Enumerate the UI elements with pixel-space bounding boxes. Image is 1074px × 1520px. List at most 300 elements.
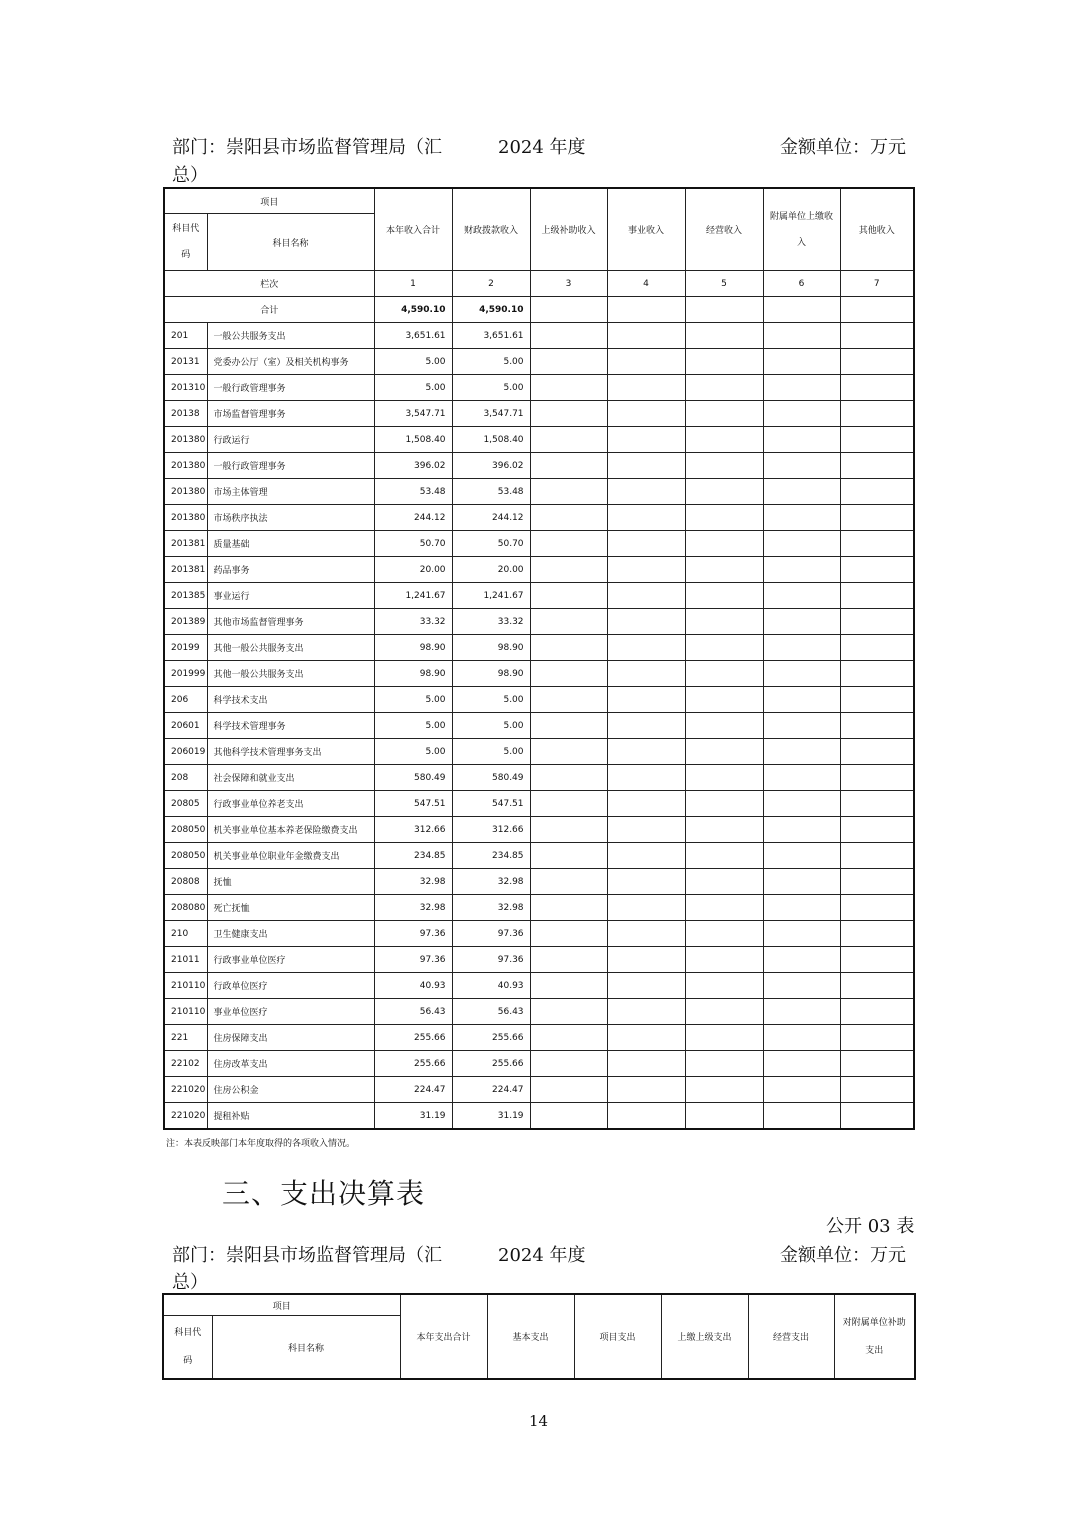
- table-row: [164, 557, 914, 583]
- empty-cell: [685, 843, 763, 869]
- row-fiscal-income: 56.43: [452, 999, 530, 1025]
- empty-cell: [763, 505, 840, 531]
- expense-header-name: 科目名称: [212, 1316, 400, 1380]
- table-row: [164, 1025, 914, 1051]
- empty-cell: [685, 375, 763, 401]
- empty-cell: [607, 505, 685, 531]
- empty-cell: [840, 375, 914, 401]
- row-fiscal-income: 580.49: [452, 765, 530, 791]
- row-code: 20131: [164, 349, 207, 375]
- table-row: [164, 635, 914, 661]
- row-total-income: 547.51: [374, 791, 452, 817]
- col-number: 1: [374, 271, 452, 297]
- empty-cell: [763, 1051, 840, 1077]
- row-total-income: 50.70: [374, 531, 452, 557]
- empty-cell: [685, 583, 763, 609]
- row-total-income: 234.85: [374, 843, 452, 869]
- row-total-income: 33.32: [374, 609, 452, 635]
- row-fiscal-income: 1,508.40: [452, 427, 530, 453]
- empty-cell: [607, 869, 685, 895]
- table-row: [164, 349, 914, 375]
- col-header-operating-income: 经营收入: [685, 188, 763, 271]
- expense-header-project: 项目: [163, 1294, 400, 1316]
- empty-cell: [763, 453, 840, 479]
- empty-cell: [763, 323, 840, 349]
- empty-cell: [607, 297, 685, 323]
- empty-cell: [530, 661, 607, 687]
- empty-cell: [763, 817, 840, 843]
- empty-cell: [840, 323, 914, 349]
- row-fiscal-income: 97.36: [452, 921, 530, 947]
- empty-cell: [685, 999, 763, 1025]
- row-total-income: 5.00: [374, 687, 452, 713]
- empty-cell: [607, 479, 685, 505]
- empty-cell: [685, 453, 763, 479]
- row-total-income: 396.02: [374, 453, 452, 479]
- empty-cell: [607, 765, 685, 791]
- department-label-2: 部门：崇阳县市场监督管理局（汇: [172, 1245, 442, 1266]
- row-code: 201380: [164, 479, 207, 505]
- empty-cell: [685, 297, 763, 323]
- empty-cell: [763, 1103, 840, 1130]
- table-row: [164, 479, 914, 505]
- empty-cell: [530, 375, 607, 401]
- page-number: 14: [529, 1412, 549, 1430]
- empty-cell: [840, 765, 914, 791]
- row-code: 208080: [164, 895, 207, 921]
- empty-cell: [840, 401, 914, 427]
- row-total-income: 580.49: [374, 765, 452, 791]
- empty-cell: [607, 323, 685, 349]
- empty-cell: [607, 713, 685, 739]
- row-fiscal-income: 20.00: [452, 557, 530, 583]
- row-name: 行政运行: [207, 427, 374, 453]
- row-total-income: 97.36: [374, 921, 452, 947]
- row-code: 201380: [164, 453, 207, 479]
- row-fiscal-income: 5.00: [452, 375, 530, 401]
- row-total-income: 40.93: [374, 973, 452, 999]
- empty-cell: [685, 609, 763, 635]
- table-row: [164, 791, 914, 817]
- col-header-total-income: 本年收入合计: [374, 188, 452, 271]
- row-fiscal-income: 396.02: [452, 453, 530, 479]
- empty-cell: [840, 505, 914, 531]
- row-code: 201381: [164, 531, 207, 557]
- row-fiscal-income: 312.66: [452, 817, 530, 843]
- table-row: [164, 1077, 914, 1103]
- empty-cell: [840, 453, 914, 479]
- row-name: 一般行政管理事务: [207, 453, 374, 479]
- empty-cell: [607, 947, 685, 973]
- col-number: 7: [840, 271, 914, 297]
- row-total-income: 255.66: [374, 1051, 452, 1077]
- row-total-income: 5.00: [374, 739, 452, 765]
- empty-cell: [685, 1051, 763, 1077]
- empty-cell: [840, 583, 914, 609]
- row-code: 210110: [164, 999, 207, 1025]
- table-row: [164, 921, 914, 947]
- row-name: 事业单位医疗: [207, 999, 374, 1025]
- row-total-income: 1,241.67: [374, 583, 452, 609]
- row-total-income: 56.43: [374, 999, 452, 1025]
- empty-cell: [763, 869, 840, 895]
- empty-cell: [685, 661, 763, 687]
- table-row: [164, 505, 914, 531]
- row-name: 机关事业单位基本养老保险缴费支出: [207, 817, 374, 843]
- row-seq-label: 栏次: [164, 271, 374, 297]
- empty-cell: [530, 479, 607, 505]
- empty-cell: [607, 349, 685, 375]
- total-income-value: 4,590.10: [374, 297, 452, 323]
- empty-cell: [607, 609, 685, 635]
- table-row: [164, 765, 914, 791]
- empty-cell: [763, 297, 840, 323]
- table-row: [164, 947, 914, 973]
- empty-cell: [530, 557, 607, 583]
- empty-cell: [530, 765, 607, 791]
- row-total-income: 5.00: [374, 375, 452, 401]
- table-row: [164, 375, 914, 401]
- row-fiscal-income: 255.66: [452, 1051, 530, 1077]
- empty-cell: [840, 1077, 914, 1103]
- row-code: 208: [164, 765, 207, 791]
- col-header-total-expense: 本年支出合计: [400, 1294, 487, 1379]
- col-header-project-expense: 项目支出: [574, 1294, 661, 1379]
- empty-cell: [607, 739, 685, 765]
- empty-cell: [607, 1103, 685, 1130]
- col-header-operating-expense: 经营支出: [748, 1294, 834, 1379]
- row-total-income: 5.00: [374, 349, 452, 375]
- row-code: 20138: [164, 401, 207, 427]
- empty-cell: [840, 479, 914, 505]
- empty-cell: [763, 349, 840, 375]
- empty-cell: [840, 791, 914, 817]
- row-name: 质量基础: [207, 531, 374, 557]
- row-name: 科学技术支出: [207, 687, 374, 713]
- row-name: 住房公积金: [207, 1077, 374, 1103]
- empty-cell: [763, 999, 840, 1025]
- row-name: 抚恤: [207, 869, 374, 895]
- empty-cell: [840, 739, 914, 765]
- row-name: 其他市场监督管理事务: [207, 609, 374, 635]
- empty-cell: [685, 739, 763, 765]
- empty-cell: [840, 817, 914, 843]
- empty-cell: [607, 583, 685, 609]
- fiscal-year-2: 2024 年度: [498, 1245, 586, 1266]
- header-name: 科目名称: [207, 214, 374, 271]
- row-fiscal-income: 1,241.67: [452, 583, 530, 609]
- empty-cell: [685, 1025, 763, 1051]
- row-name: 行政单位医疗: [207, 973, 374, 999]
- empty-cell: [530, 1077, 607, 1103]
- row-name: 一般公共服务支出: [207, 323, 374, 349]
- empty-cell: [840, 947, 914, 973]
- empty-cell: [530, 739, 607, 765]
- empty-cell: [763, 739, 840, 765]
- section-title: 三、支出决算表: [222, 1177, 426, 1210]
- empty-cell: [840, 713, 914, 739]
- empty-cell: [840, 1103, 914, 1130]
- row-name: 提租补贴: [207, 1103, 374, 1130]
- empty-cell: [840, 999, 914, 1025]
- table-row: [164, 895, 914, 921]
- empty-cell: [763, 479, 840, 505]
- empty-cell: [763, 583, 840, 609]
- empty-cell: [607, 375, 685, 401]
- table-row: [164, 739, 914, 765]
- col-number: 4: [607, 271, 685, 297]
- empty-cell: [763, 843, 840, 869]
- row-name: 市场主体管理: [207, 479, 374, 505]
- col-number: 6: [763, 271, 840, 297]
- total-fiscal-value: 4,590.10: [452, 297, 530, 323]
- row-fiscal-income: 234.85: [452, 843, 530, 869]
- row-code: 201: [164, 323, 207, 349]
- empty-cell: [763, 661, 840, 687]
- row-name: 市场监督管理事务: [207, 401, 374, 427]
- empty-cell: [840, 349, 914, 375]
- empty-cell: [530, 1025, 607, 1051]
- empty-cell: [763, 375, 840, 401]
- row-total-income: 32.98: [374, 869, 452, 895]
- empty-cell: [607, 1025, 685, 1051]
- expense-header-code: 科目代码: [163, 1316, 212, 1380]
- table-id: 公开 03 表: [826, 1216, 915, 1237]
- empty-cell: [763, 609, 840, 635]
- empty-cell: [763, 557, 840, 583]
- empty-cell: [685, 869, 763, 895]
- row-name: 住房保障支出: [207, 1025, 374, 1051]
- empty-cell: [607, 401, 685, 427]
- empty-cell: [763, 791, 840, 817]
- row-fiscal-income: 547.51: [452, 791, 530, 817]
- row-code: 201999: [164, 661, 207, 687]
- empty-cell: [607, 427, 685, 453]
- table-row: [164, 453, 914, 479]
- table-row: [164, 869, 914, 895]
- empty-cell: [607, 661, 685, 687]
- row-total-income: 1,508.40: [374, 427, 452, 453]
- empty-cell: [763, 765, 840, 791]
- table-row: [164, 687, 914, 713]
- empty-cell: [685, 817, 763, 843]
- empty-cell: [530, 973, 607, 999]
- empty-cell: [840, 531, 914, 557]
- empty-cell: [530, 1103, 607, 1130]
- table-row: [164, 1103, 914, 1130]
- row-total-income: 97.36: [374, 947, 452, 973]
- row-fiscal-income: 3,547.71: [452, 401, 530, 427]
- empty-cell: [840, 1025, 914, 1051]
- row-code: 206: [164, 687, 207, 713]
- col-header-other-income: 其他收入: [840, 188, 914, 271]
- empty-cell: [685, 1103, 763, 1130]
- amount-unit: 金额单位：万元: [780, 137, 906, 158]
- empty-cell: [530, 817, 607, 843]
- empty-cell: [530, 401, 607, 427]
- empty-cell: [530, 583, 607, 609]
- row-name: 住房改革支出: [207, 1051, 374, 1077]
- department-label: 部门：崇阳县市场监督管理局（汇: [172, 137, 442, 158]
- table-row: [164, 583, 914, 609]
- empty-cell: [763, 921, 840, 947]
- total-label: 合计: [164, 297, 374, 323]
- empty-cell: [763, 895, 840, 921]
- empty-cell: [763, 1025, 840, 1051]
- row-name: 死亡抚恤: [207, 895, 374, 921]
- row-name: 一般行政管理事务: [207, 375, 374, 401]
- row-code: 201381: [164, 557, 207, 583]
- col-number: 2: [452, 271, 530, 297]
- empty-cell: [607, 1051, 685, 1077]
- row-fiscal-income: 5.00: [452, 349, 530, 375]
- empty-cell: [763, 947, 840, 973]
- table-row: [164, 531, 914, 557]
- row-name: 市场秩序执法: [207, 505, 374, 531]
- empty-cell: [530, 999, 607, 1025]
- empty-cell: [840, 427, 914, 453]
- row-fiscal-income: 31.19: [452, 1103, 530, 1130]
- table-row: [164, 609, 914, 635]
- empty-cell: [685, 635, 763, 661]
- department-label-2-cont: 总）: [172, 1272, 208, 1293]
- table-row: [164, 817, 914, 843]
- row-name: 行政事业单位养老支出: [207, 791, 374, 817]
- empty-cell: [530, 843, 607, 869]
- empty-cell: [685, 479, 763, 505]
- row-fiscal-income: 224.47: [452, 1077, 530, 1103]
- row-name: 社会保障和就业支出: [207, 765, 374, 791]
- row-fiscal-income: 50.70: [452, 531, 530, 557]
- empty-cell: [840, 869, 914, 895]
- row-name: 其他科学技术管理事务支出: [207, 739, 374, 765]
- row-code: 22102: [164, 1051, 207, 1077]
- row-fiscal-income: 5.00: [452, 687, 530, 713]
- table-row: [164, 1051, 914, 1077]
- empty-cell: [530, 895, 607, 921]
- empty-cell: [685, 531, 763, 557]
- row-fiscal-income: 3,651.61: [452, 323, 530, 349]
- fiscal-year: 2024 年度: [498, 137, 586, 158]
- empty-cell: [685, 401, 763, 427]
- empty-cell: [840, 843, 914, 869]
- empty-cell: [530, 297, 607, 323]
- row-code: 20805: [164, 791, 207, 817]
- empty-cell: [607, 791, 685, 817]
- empty-cell: [607, 687, 685, 713]
- row-total-income: 32.98: [374, 895, 452, 921]
- empty-cell: [685, 765, 763, 791]
- header-code: 科目代码: [164, 214, 207, 271]
- row-name: 其他一般公共服务支出: [207, 635, 374, 661]
- row-fiscal-income: 97.36: [452, 947, 530, 973]
- empty-cell: [685, 921, 763, 947]
- empty-cell: [685, 557, 763, 583]
- col-header-remit-superior: 上缴上级支出: [661, 1294, 748, 1379]
- empty-cell: [685, 973, 763, 999]
- row-total-income: 3,651.61: [374, 323, 452, 349]
- empty-cell: [607, 921, 685, 947]
- row-code: 201380: [164, 505, 207, 531]
- empty-cell: [685, 947, 763, 973]
- amount-unit-2: 金额单位：万元: [780, 1245, 906, 1266]
- row-code: 20601: [164, 713, 207, 739]
- empty-cell: [530, 713, 607, 739]
- empty-cell: [607, 999, 685, 1025]
- empty-cell: [530, 1051, 607, 1077]
- empty-cell: [607, 973, 685, 999]
- row-name: 党委办公厅（室）及相关机构事务: [207, 349, 374, 375]
- empty-cell: [763, 531, 840, 557]
- empty-cell: [840, 687, 914, 713]
- row-code: 221020: [164, 1077, 207, 1103]
- row-name: 科学技术管理事务: [207, 713, 374, 739]
- row-total-income: 255.66: [374, 1025, 452, 1051]
- row-total-income: 98.90: [374, 661, 452, 687]
- row-code: 208050: [164, 817, 207, 843]
- row-code: 221020: [164, 1103, 207, 1130]
- row-name: 药品事务: [207, 557, 374, 583]
- row-total-income: 98.90: [374, 635, 452, 661]
- empty-cell: [607, 817, 685, 843]
- row-code: 201380: [164, 427, 207, 453]
- table-row: [164, 661, 914, 687]
- empty-cell: [530, 531, 607, 557]
- row-code: 20199: [164, 635, 207, 661]
- empty-cell: [607, 1077, 685, 1103]
- table-note: 注：本表反映部门本年度取得的各项收入情况。: [166, 1139, 356, 1149]
- row-name: 事业运行: [207, 583, 374, 609]
- empty-cell: [530, 921, 607, 947]
- row-code: 210110: [164, 973, 207, 999]
- empty-cell: [840, 557, 914, 583]
- empty-cell: [530, 635, 607, 661]
- empty-cell: [530, 609, 607, 635]
- empty-cell: [840, 1051, 914, 1077]
- empty-cell: [530, 505, 607, 531]
- empty-cell: [840, 297, 914, 323]
- empty-cell: [530, 947, 607, 973]
- table-row: [164, 713, 914, 739]
- empty-cell: [840, 635, 914, 661]
- row-fiscal-income: 53.48: [452, 479, 530, 505]
- row-fiscal-income: 5.00: [452, 713, 530, 739]
- empty-cell: [607, 635, 685, 661]
- row-code: 201385: [164, 583, 207, 609]
- empty-cell: [607, 895, 685, 921]
- empty-cell: [763, 427, 840, 453]
- empty-cell: [607, 531, 685, 557]
- col-number: 3: [530, 271, 607, 297]
- row-total-income: 312.66: [374, 817, 452, 843]
- col-header-affiliate-income: 附属单位上缴收入: [763, 188, 840, 271]
- empty-cell: [763, 635, 840, 661]
- row-fiscal-income: 255.66: [452, 1025, 530, 1051]
- row-total-income: 244.12: [374, 505, 452, 531]
- empty-cell: [840, 895, 914, 921]
- row-fiscal-income: 32.98: [452, 869, 530, 895]
- empty-cell: [840, 921, 914, 947]
- table-row: [164, 973, 914, 999]
- empty-cell: [607, 557, 685, 583]
- table-row: [164, 843, 914, 869]
- row-fiscal-income: 244.12: [452, 505, 530, 531]
- row-total-income: 3,547.71: [374, 401, 452, 427]
- empty-cell: [685, 1077, 763, 1103]
- empty-cell: [763, 401, 840, 427]
- row-name: 卫生健康支出: [207, 921, 374, 947]
- row-total-income: 224.47: [374, 1077, 452, 1103]
